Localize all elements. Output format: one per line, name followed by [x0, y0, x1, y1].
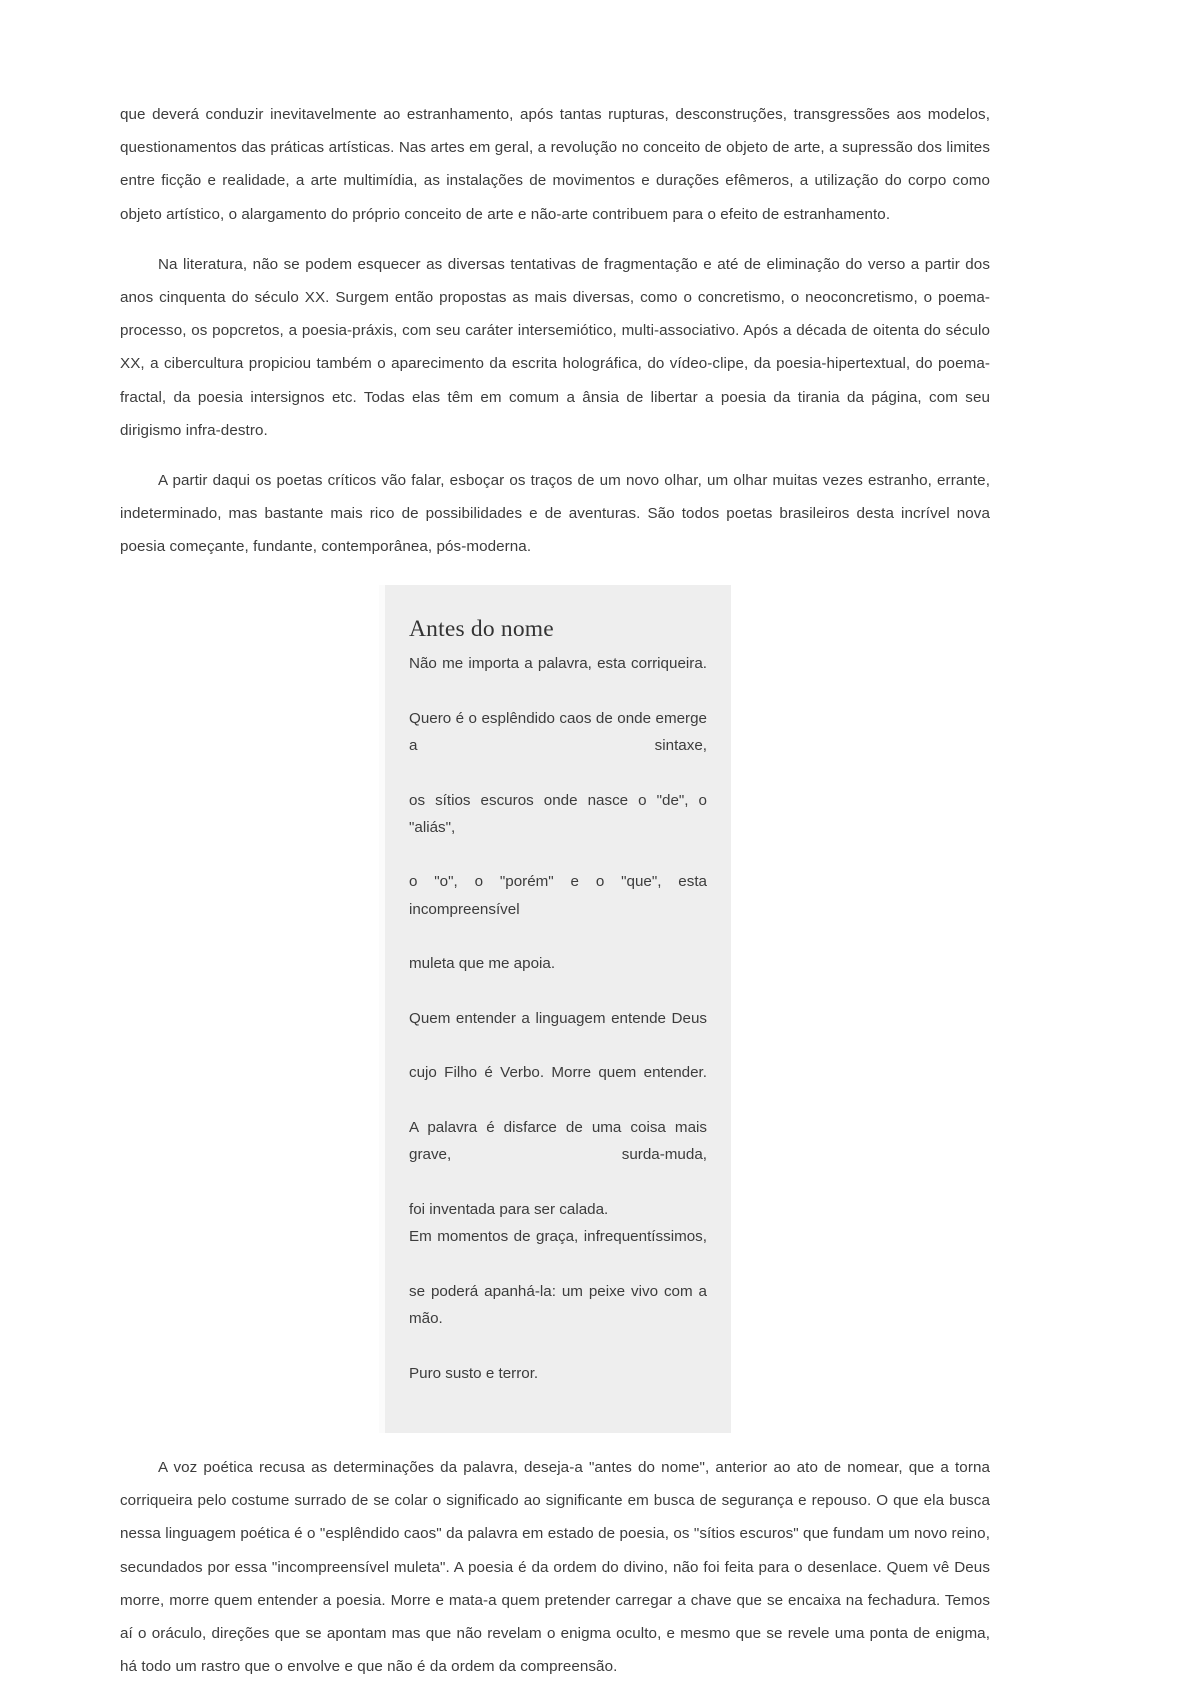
poem-line: Quero é o esplêndido caos de onde emerge a sintaxe, — [409, 709, 707, 754]
poem-line: Quem entender a linguagem entende Deus — [409, 1009, 707, 1027]
poem-line: muleta que me apoia. — [409, 955, 556, 973]
poem-title: Antes do nome — [409, 615, 554, 642]
poem-blockquote-wrapper — [120, 585, 990, 1433]
poem-line: o "o", o "porém" e o "que", esta incompreensível — [409, 873, 707, 918]
closing-paragraph-wrapper — [120, 1451, 990, 1683]
poem-line: A palavra é disfarce de uma coisa mais grave, surda-muda, — [409, 1119, 707, 1164]
poem-line: se poderá apanhá-la: um peixe vivo com a mão. — [409, 1282, 707, 1328]
poem-line: Em momentos de graça, infrequentíssimos, — [409, 1228, 707, 1246]
paragraph-voz-poetica: A voz poética recusa as determinações da palavra, deseja-a "antes do nome", anterior ao ato de nomear, que a torna corriqueira pelo costume surrado de se colar o significado ao significante em busca de segurança e repouso. O que ela busca nessa linguagem poética é o "esplêndido caos" da palavra em estado de poesia, os "sítios escuros" que fundam um novo reino, secundados por essa "incompreensível muleta". A poesia é da ordem do divino, não foi feita para o desenlace. Quem vê Deus morre, morre quem entender a poesia. Morre e mata-a quem pretender carregar a chave que se encaixa na fechadura. Temos aí o oráculo, direções que se apontam mas que não revelam o enigma oculto, e mesmo que se revele uma ponta de enigma, há todo um rastro que o envolve e que não é da ordem da compreensão. — [120, 1459, 990, 1676]
paragraph-literatura: Na literatura, não se podem esquecer as diversas tentativas de fragmentação e até de eliminação do verso a partir dos anos cinquenta do século XX. Surgem então propostas as mais diversas, como o concretismo, o neoconcretismo, o poema-processo, os popcretos, a poesia-práxis, com seu caráter intersemiótico, multi-associativo. Após a década de oitenta do século XX, a cibercultura propiciou também o aparecimento da escrita holográfica, do vídeo-clipe, da poesia-hipertextual, do poema-fractal, da poesia intersignos etc. Todas elas têm em comum a ânsia de libertar a poesia da tirania da página, com seu dirigismo infra-destro. — [120, 255, 990, 439]
poem-line: foi inventada para ser calada. — [409, 1200, 609, 1218]
poem-line: Puro susto e terror. — [409, 1364, 539, 1382]
paragraph-estranhamento: que deverá conduzir inevitavelmente ao estranhamento, após tantas rupturas, desconstruções, transgressões aos modelos, questionamentos das práticas artísticas. Nas artes em geral, a revolução no conceito de objeto de arte, a supressão dos limites entre ficção e realidade, a arte multimídia, as instalações de movimentos e durações efêmeros, a utilização do corpo como objeto artístico, o alargamento do próprio conceito de arte e não-arte contribuem para o efeito de estranhamento. — [120, 106, 990, 223]
poem-line: Não me importa a palavra, esta corriqueira. — [409, 655, 707, 673]
paragraph-poetas-criticos: A partir daqui os poetas críticos vão falar, esboçar os traços de um novo olhar, um olhar muitas vezes estranho, errante, indeterminado, mas bastante mais rico de possibilidades e de aventuras. São todos poetas brasileiros desta incrível nova poesia começante, fundante, contemporânea, pós-moderna. — [120, 472, 990, 556]
poem-line: os sítios escuros onde nasce o "de", o "aliás", — [409, 791, 707, 836]
document-content — [120, 98, 990, 1683]
poem-line: cujo Filho é Verbo. Morre quem entender. — [409, 1064, 707, 1082]
poem-blockquote — [379, 585, 731, 1433]
poem-line-blank — [409, 978, 707, 1005]
